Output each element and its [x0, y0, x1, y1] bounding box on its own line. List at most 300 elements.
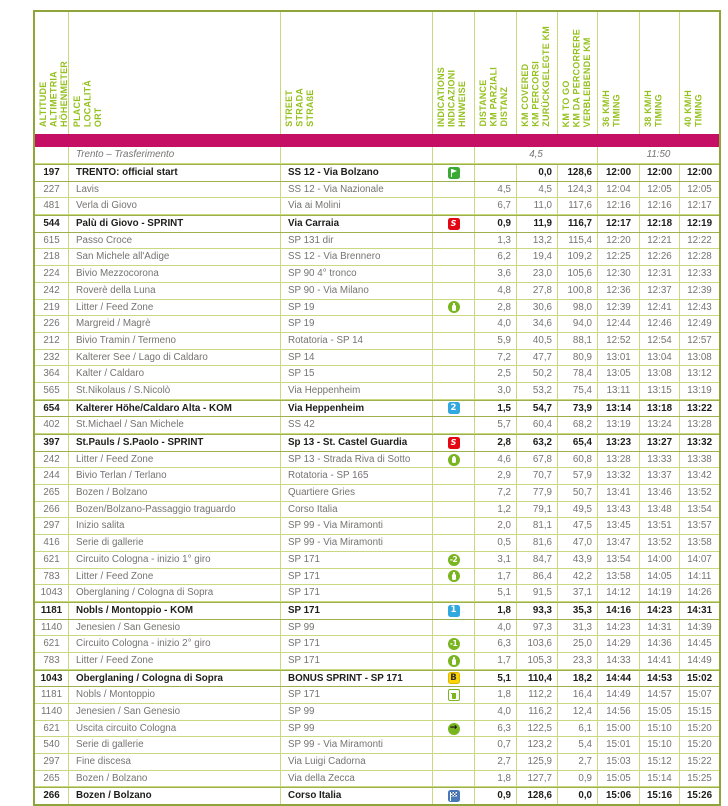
sprint-icon: S	[448, 218, 460, 230]
timing-40-value: 14:45	[687, 638, 712, 650]
timing-38-value: 13:33	[640, 452, 680, 468]
column-header-place: PLACE LOCALITÀ ORT	[69, 12, 281, 134]
km-covered-value: 91,5	[517, 585, 558, 601]
street-name: SP 99	[281, 704, 433, 720]
table-row	[35, 182, 719, 199]
timing-38-value: 13:51	[640, 518, 680, 534]
timing-38-value: 15:12	[640, 754, 680, 770]
street-name: SP 15	[281, 366, 433, 382]
place-name: Roverè della Luna	[69, 283, 281, 299]
timing-38-value: 13:24	[640, 417, 680, 433]
table-row	[35, 233, 719, 250]
altitude-value: 1181	[35, 687, 69, 703]
timing-38-value: 12:37	[640, 283, 680, 299]
street-name: SP 99	[281, 721, 433, 737]
indication-cell	[433, 502, 475, 518]
km-to-go-value: 105,6	[558, 266, 598, 282]
street-name: SP 171	[281, 569, 433, 585]
timing-38-value: 15:10	[640, 737, 680, 753]
street-name: SP 90 4° tronco	[281, 266, 433, 282]
table-row	[35, 266, 719, 283]
km-to-go-value: 116,7	[558, 216, 598, 232]
km-to-go-value: 31,3	[558, 620, 598, 636]
timing-40-value: 12:05	[687, 183, 712, 195]
street-name: Via Heppenheim	[281, 401, 433, 417]
km-to-go-value: 2,7	[558, 754, 598, 770]
km-covered-value: 50,2	[517, 366, 558, 382]
km-to-go-value: 109,2	[558, 249, 598, 265]
timing-36-value: 13:28	[598, 452, 640, 468]
km-covered-value: 81,1	[517, 518, 558, 534]
timing-36-value: 12:36	[598, 283, 640, 299]
timing-40-value: 13:08	[687, 351, 712, 363]
km-covered-value: 60,4	[517, 417, 558, 433]
indication-cell	[433, 300, 475, 316]
timing-40-value: 12:17	[687, 200, 712, 212]
timing-36-value: 15:01	[598, 737, 640, 753]
place-name: Jenesien / San Genesio	[69, 704, 281, 720]
timing-36-value: 13:47	[598, 535, 640, 551]
timing-40-value: 13:38	[687, 453, 712, 465]
street-name: SP 90 - Via Milano	[281, 283, 433, 299]
timing-38-value: 12:41	[640, 300, 680, 316]
distance-value: 4,8	[475, 283, 517, 299]
indication-cell	[433, 468, 475, 484]
timing-38-value: 12:26	[640, 249, 680, 265]
km-covered-value: 79,1	[517, 502, 558, 518]
distance-value	[475, 165, 517, 181]
timing-36-value: 12:25	[598, 249, 640, 265]
km-to-go-value: 18,2	[558, 671, 598, 687]
altitude-value: 197	[35, 165, 69, 181]
timing-36-value: 12:39	[598, 300, 640, 316]
timing-40-value: 15:20	[687, 739, 712, 751]
timing-40-value: 15:25	[687, 772, 712, 784]
timing-36-value: 14:56	[598, 704, 640, 720]
indication-cell	[433, 333, 475, 349]
indication-cell	[433, 585, 475, 601]
km-covered-value: 30,6	[517, 300, 558, 316]
header-divider-bar	[35, 134, 719, 147]
indication-cell	[433, 485, 475, 501]
transfer-distance: 4,5	[475, 147, 598, 163]
km-covered-value: 116,2	[517, 704, 558, 720]
table-row	[35, 721, 719, 738]
place-name: Margreid / Magrè	[69, 316, 281, 332]
indication-cell	[433, 788, 475, 804]
distance-value: 7,2	[475, 485, 517, 501]
table-row	[35, 653, 719, 670]
distance-value: 4,0	[475, 620, 517, 636]
distance-value: 2,8	[475, 300, 517, 316]
km-covered-value: 103,6	[517, 636, 558, 652]
km-to-go-value: 43,9	[558, 552, 598, 568]
km-covered-value: 81,6	[517, 535, 558, 551]
timing-38-value: 12:54	[640, 333, 680, 349]
timing-36-value: 15:06	[598, 788, 640, 804]
place-name: TRENTO: official start	[69, 165, 281, 181]
table-row	[35, 620, 719, 637]
km-to-go-value: 16,4	[558, 687, 598, 703]
timing-36-value: 14:29	[598, 636, 640, 652]
timing-40-value: 13:52	[687, 487, 712, 499]
timing-40-value: 14:39	[687, 621, 712, 633]
table-row	[35, 787, 719, 804]
bin-icon	[448, 689, 460, 701]
place-name: Litter / Feed Zone	[69, 569, 281, 585]
place-name: Bivio Tramin / Termeno	[69, 333, 281, 349]
timing-40-value: 14:07	[687, 553, 712, 565]
rows-container	[35, 164, 719, 804]
timing-40-value: 15:02	[686, 672, 713, 684]
distance-value: 6,2	[475, 249, 517, 265]
lap-2-icon: -2	[448, 554, 460, 566]
altitude-value: 227	[35, 182, 69, 198]
timing-38-value: 13:08	[640, 366, 680, 382]
timing-36-value: 13:45	[598, 518, 640, 534]
table-row	[35, 452, 719, 469]
place-name: Bozen/Bolzano-Passaggio traguardo	[69, 502, 281, 518]
km-to-go-value: 47,5	[558, 518, 598, 534]
timing-40-value: 13:57	[687, 520, 712, 532]
km-covered-value: 19,4	[517, 249, 558, 265]
street-name: Via Heppenheim	[281, 383, 433, 399]
indication-cell	[433, 266, 475, 282]
km-covered-value: 123,2	[517, 737, 558, 753]
distance-value: 3,6	[475, 266, 517, 282]
place-name: Nobls / Montoppio	[69, 687, 281, 703]
timing-36-value: 13:11	[598, 383, 640, 399]
sprint-icon: S	[448, 437, 460, 449]
km-to-go-value: 49,5	[558, 502, 598, 518]
timing-36-value: 12:52	[598, 333, 640, 349]
street-name: BONUS SPRINT - SP 171	[281, 671, 433, 687]
timing-40-value: 12:57	[687, 334, 712, 346]
timing-36-value: 12:04	[598, 182, 640, 198]
km-to-go-value: 75,4	[558, 383, 598, 399]
street-name: Via Carraia	[281, 216, 433, 232]
street-name: SP 14	[281, 350, 433, 366]
indication-cell	[433, 198, 475, 214]
indication-cell	[433, 737, 475, 753]
timing-36-value: 13:41	[598, 485, 640, 501]
indication-cell	[433, 535, 475, 551]
timing-36-value: 14:49	[598, 687, 640, 703]
km-covered-value: 54,7	[517, 401, 558, 417]
km-to-go-value: 12,4	[558, 704, 598, 720]
altitude-value: 1181	[35, 603, 69, 619]
place-name: Passo Croce	[69, 233, 281, 249]
place-name: Serie di gallerie	[69, 737, 281, 753]
timing-36-value: 12:30	[598, 266, 640, 282]
timing-36-value: 14:12	[598, 585, 640, 601]
street-name: Corso Italia	[281, 788, 433, 804]
distance-value: 2,9	[475, 468, 517, 484]
street-name: SP 99 - Via Miramonti	[281, 518, 433, 534]
indication-cell	[433, 653, 475, 669]
timing-38-value: 14:36	[640, 636, 680, 652]
timing-40-value: 14:26	[687, 587, 712, 599]
timing-38-value: 13:37	[640, 468, 680, 484]
distance-value: 1,2	[475, 502, 517, 518]
km-to-go-value: 98,0	[558, 300, 598, 316]
street-name: Sp 13 - St. Castel Guardia	[281, 435, 433, 451]
table-row	[35, 670, 719, 688]
indication-cell	[433, 417, 475, 433]
distance-value: 3,0	[475, 383, 517, 399]
timing-38-value: 13:46	[640, 485, 680, 501]
timing-40-value: 13:42	[687, 470, 712, 482]
altitude-value: 265	[35, 771, 69, 787]
km-covered-value: 86,4	[517, 569, 558, 585]
distance-value: 0,9	[475, 788, 517, 804]
indication-cell	[433, 452, 475, 468]
km-to-go-value: 100,8	[558, 283, 598, 299]
place-name: Palù di Giovo - SPRINT	[69, 216, 281, 232]
place-name: Inizio salita	[69, 518, 281, 534]
column-header-t40: 40 KM/H TIMING	[683, 90, 704, 127]
table-row	[35, 704, 719, 721]
km-covered-value: 105,3	[517, 653, 558, 669]
indication-cell	[433, 366, 475, 382]
street-name: SP 171	[281, 636, 433, 652]
litter-icon	[448, 655, 460, 667]
place-name: Oberglaning / Cologna di Sopra	[69, 671, 281, 687]
altitude-value: 242	[35, 452, 69, 468]
table-row	[35, 400, 719, 418]
altitude-value: 540	[35, 737, 69, 753]
table-row	[35, 417, 719, 434]
timing-38-value: 14:19	[640, 585, 680, 601]
km-covered-value: 84,7	[517, 552, 558, 568]
street-name: Via ai Molini	[281, 198, 433, 214]
indication-cell	[433, 636, 475, 652]
timing-40-value: 15:15	[687, 706, 712, 717]
timing-38-value: 15:16	[640, 788, 680, 804]
indication-cell	[433, 283, 475, 299]
table-row	[35, 771, 719, 788]
timing-38-value: 15:14	[640, 771, 680, 787]
street-name	[281, 147, 433, 163]
timing-40-value: 14:31	[686, 604, 713, 616]
place-name: Oberglaning / Cologna di Sopra	[69, 585, 281, 601]
distance-value: 2,0	[475, 518, 517, 534]
km-to-go-value: 88,1	[558, 333, 598, 349]
km-covered-value: 70,7	[517, 468, 558, 484]
timing-36-value: 13:43	[598, 502, 640, 518]
indication-cell	[433, 721, 475, 737]
altitude-value: 1043	[35, 585, 69, 601]
timing-40-value: 14:49	[687, 654, 712, 666]
distance-value: 1,8	[475, 771, 517, 787]
altitude-value: 1140	[35, 704, 69, 720]
table-row	[35, 485, 719, 502]
km-to-go-value: 115,4	[558, 233, 598, 249]
timing-36-value: 13:14	[598, 401, 640, 417]
timing-38-value: 15:10	[640, 721, 680, 737]
place-name: Bozen / Bolzano	[69, 485, 281, 501]
place-name: Verla di Giovo	[69, 198, 281, 214]
altitude-value: 364	[35, 366, 69, 382]
place-name: Circuito Cologna - inizio 1° giro	[69, 552, 281, 568]
km-to-go-value: 117,6	[558, 198, 598, 214]
timing-38-value: 14:57	[640, 687, 680, 703]
table-row	[35, 636, 719, 653]
timing-40-value: 12:33	[687, 268, 712, 280]
bonus-icon: B	[448, 672, 460, 684]
timing-38-value: 13:18	[640, 401, 680, 417]
distance-value: 4,6	[475, 452, 517, 468]
timing-40-value: 13:28	[687, 419, 712, 431]
km-to-go-value: 37,1	[558, 585, 598, 601]
timing-36-value: 14:23	[598, 620, 640, 636]
street-name: Rotatoria - SP 165	[281, 468, 433, 484]
km-to-go-value: 23,3	[558, 653, 598, 669]
table-row	[35, 687, 719, 704]
km-to-go-value: 6,1	[558, 721, 598, 737]
litter-icon	[448, 301, 460, 313]
distance-value: 5,1	[475, 671, 517, 687]
place-name: Kalter / Caldaro	[69, 366, 281, 382]
table-row	[35, 434, 719, 452]
table-row	[35, 333, 719, 350]
timing-40-value: 13:19	[687, 384, 712, 396]
street-name: SP 171	[281, 687, 433, 703]
km-to-go-value: 94,0	[558, 316, 598, 332]
altitude-value: 621	[35, 552, 69, 568]
altitude-value: 621	[35, 636, 69, 652]
timing-36-value: 14:44	[598, 671, 640, 687]
km-to-go-value: 73,9	[558, 401, 598, 417]
timing-40-value: 12:43	[687, 301, 712, 313]
km-covered-value: 4,5	[517, 182, 558, 198]
indication-cell	[433, 687, 475, 703]
street-name: SS 42	[281, 417, 433, 433]
altitude-value: 297	[35, 518, 69, 534]
distance-value: 4,0	[475, 704, 517, 720]
table-row	[35, 366, 719, 383]
transfer-label: Trento – Trasferimento	[69, 147, 281, 163]
place-name: San Michele all'Adige	[69, 249, 281, 265]
distance-value: 6,3	[475, 636, 517, 652]
km-to-go-value: 0,9	[558, 771, 598, 787]
km-covered-value: 53,2	[517, 383, 558, 399]
timing-38-value: 12:05	[640, 182, 680, 198]
km-covered-value: 125,9	[517, 754, 558, 770]
column-header-altitude: ALTITUDE ALTIMETRIA HÖHENMETER	[35, 12, 69, 134]
distance-value: 1,8	[475, 603, 517, 619]
altitude-value: 218	[35, 249, 69, 265]
timing-40-value: 12:28	[687, 251, 712, 263]
place-name: Kalterer See / Lago di Caldaro	[69, 350, 281, 366]
indication-cell	[433, 603, 475, 619]
place-name: Jenesien / San Genesio	[69, 620, 281, 636]
timing-40-value: 15:22	[687, 756, 712, 768]
km-covered-value: 47,7	[517, 350, 558, 366]
distance-value: 4,5	[475, 182, 517, 198]
timing-36-value: 13:01	[598, 350, 640, 366]
km-covered-value: 11,0	[517, 198, 558, 214]
distance-value: 5,7	[475, 417, 517, 433]
distance-value: 6,7	[475, 198, 517, 214]
indication-cell	[433, 401, 475, 417]
timing-40-value: 13:54	[687, 503, 712, 515]
distance-value: 1,3	[475, 233, 517, 249]
timing-36-value: 15:05	[598, 771, 640, 787]
altitude-value: 615	[35, 233, 69, 249]
timing-38-value: 13:15	[640, 383, 680, 399]
timing-40-value: 12:22	[687, 234, 712, 246]
km-to-go-value: 78,4	[558, 366, 598, 382]
timing-38-value: 13:27	[640, 435, 680, 451]
altitude-value: 783	[35, 653, 69, 669]
street-name: SP 19	[281, 300, 433, 316]
km-to-go-value: 35,3	[558, 603, 598, 619]
street-name: SP 171	[281, 603, 433, 619]
timing-36-value: 12:00	[598, 165, 640, 181]
place-name: Fine discesa	[69, 754, 281, 770]
place-name: Bivio Terlan / Terlano	[69, 468, 281, 484]
km-covered-value: 34,6	[517, 316, 558, 332]
indication-cell	[433, 316, 475, 332]
altitude-value: 481	[35, 198, 69, 214]
altitude-value: 244	[35, 468, 69, 484]
timing-36-value: 15:03	[598, 754, 640, 770]
column-header-ind: INDICATIONS INDICAZIONI HINWEISE	[433, 12, 475, 134]
altitude-value: 266	[35, 788, 69, 804]
km-to-go-value: 124,3	[558, 182, 598, 198]
timing-38-value: 12:21	[640, 233, 680, 249]
litter-icon	[448, 570, 460, 582]
table-row	[35, 198, 719, 215]
distance-value: 4,0	[475, 316, 517, 332]
table-row	[35, 535, 719, 552]
distance-value: 6,3	[475, 721, 517, 737]
altitude-value	[35, 147, 69, 163]
indication-cell	[433, 704, 475, 720]
table-row	[35, 569, 719, 586]
timing-38-value: 12:46	[640, 316, 680, 332]
street-name: SP 13 - Strada Riva di Sotto	[281, 452, 433, 468]
place-name: Bozen / Bolzano	[69, 788, 281, 804]
street-name: SS 12 - Via Brennero	[281, 249, 433, 265]
place-name: Litter / Feed Zone	[69, 653, 281, 669]
place-name: Nobls / Montoppio - KOM	[69, 603, 281, 619]
timing-40-value: 12:49	[687, 318, 712, 330]
column-header-dist: DISTANCE KM PARZIALI DISTANZ	[475, 12, 517, 134]
km-covered-value: 97,3	[517, 620, 558, 636]
street-name: SS 12 - Via Nazionale	[281, 182, 433, 198]
indication-cell	[433, 216, 475, 232]
timing-36-value: 12:20	[598, 233, 640, 249]
altitude-value: 242	[35, 283, 69, 299]
distance-value: 3,1	[475, 552, 517, 568]
place-name: St.Pauls / S.Paolo - SPRINT	[69, 435, 281, 451]
timing-40-value: 13:12	[687, 368, 712, 380]
distance-value: 0,5	[475, 535, 517, 551]
km-to-go-value: 128,6	[558, 165, 598, 181]
timing-38-value: 12:18	[640, 216, 680, 232]
itinerary-table	[33, 10, 721, 806]
indication-cell	[433, 383, 475, 399]
table-row	[35, 552, 719, 569]
timing-38-value: 14:05	[640, 569, 680, 585]
timing-36-value: 13:54	[598, 552, 640, 568]
indication-cell	[433, 552, 475, 568]
transfer-time: 11:50	[646, 149, 671, 160]
distance-value: 2,8	[475, 435, 517, 451]
altitude-value: 297	[35, 754, 69, 770]
